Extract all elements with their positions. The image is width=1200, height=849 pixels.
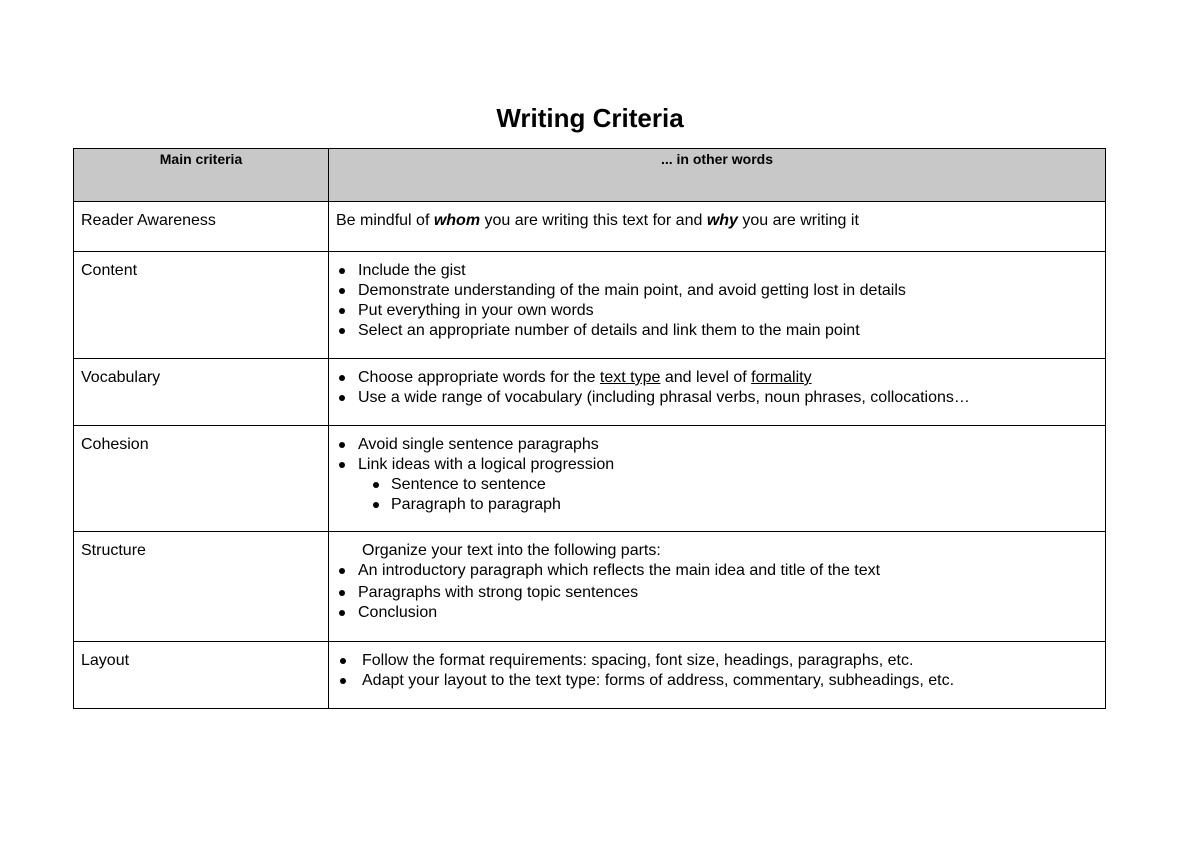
header-main-criteria: Main criteria [74,149,329,202]
list-item: Adapt your layout to the text type: forms of address, commentary, subheadings, etc. [336,671,1105,691]
page-title: Writing Criteria [496,103,684,133]
bullet-list [336,368,1105,408]
list-item: Avoid single sentence paragraphs [336,435,1105,455]
row-content [74,252,1106,359]
row-layout [74,642,1106,709]
list-item: Demonstrate understanding of the main point, and avoid getting lost in details [336,281,1105,301]
sub-list-item: Sentence to sentence [336,475,1105,495]
list-item: Link ideas with a logical progression [336,455,1105,475]
bullet-list [336,435,1105,475]
criterion-label: Reader Awareness [74,202,329,252]
criteria-table [73,148,1106,709]
bullet-list [336,561,1105,623]
list-item: An introductory paragraph which reflects the main idea and title of the text [336,561,1105,581]
list-item: Use a wide range of vocabulary (including phrasal verbs, noun phrases, collocations… [336,388,1105,408]
structure-intro: Organize your text into the following parts: [362,542,661,559]
criterion-description [329,252,1106,359]
list-item: Put everything in your own words [336,301,1105,321]
criterion-label: Structure [74,532,329,642]
underlined-term: text type [599,369,661,386]
underlined-term: formality [751,369,812,386]
sub-bullet-list [336,475,1105,515]
header-in-other-words: ... in other words [329,149,1106,202]
text-segment: Choose appropriate words for the [358,369,600,386]
criterion-description [329,532,1106,642]
criterion-description [329,202,1106,252]
list-item: Paragraphs with strong topic sentences [336,583,1105,603]
list-item: Select an appropriate number of details and link them to the main point [336,321,1105,341]
criterion-label: Layout [74,642,329,709]
row-cohesion [74,426,1106,532]
text-segment: you are writing this text for and [480,212,707,229]
emphasis-whom: whom [433,212,481,229]
criterion-description [329,642,1106,709]
list-item: Conclusion [336,603,1105,623]
row-structure [74,532,1106,642]
row-vocabulary [74,359,1106,426]
sub-list-item: Paragraph to paragraph [336,495,1105,515]
bullet-list [336,261,1105,341]
bullet-list [336,651,1105,691]
list-item: Include the gist [336,261,1105,281]
criterion-label: Content [74,252,329,359]
emphasis-why: why [706,212,738,229]
list-item: Follow the format requirements: spacing, font size, headings, paragraphs, etc. [336,651,1105,671]
text-segment: and level of [660,369,752,386]
criterion-label: Cohesion [74,426,329,532]
criterion-label: Vocabulary [74,359,329,426]
criterion-description [329,426,1106,532]
table-header-row [74,149,1106,202]
list-item [336,368,1105,388]
criterion-description [329,359,1106,426]
text-segment: you are writing it [737,212,859,229]
row-reader-awareness [74,202,1106,252]
text-segment: Be mindful of [336,212,434,229]
